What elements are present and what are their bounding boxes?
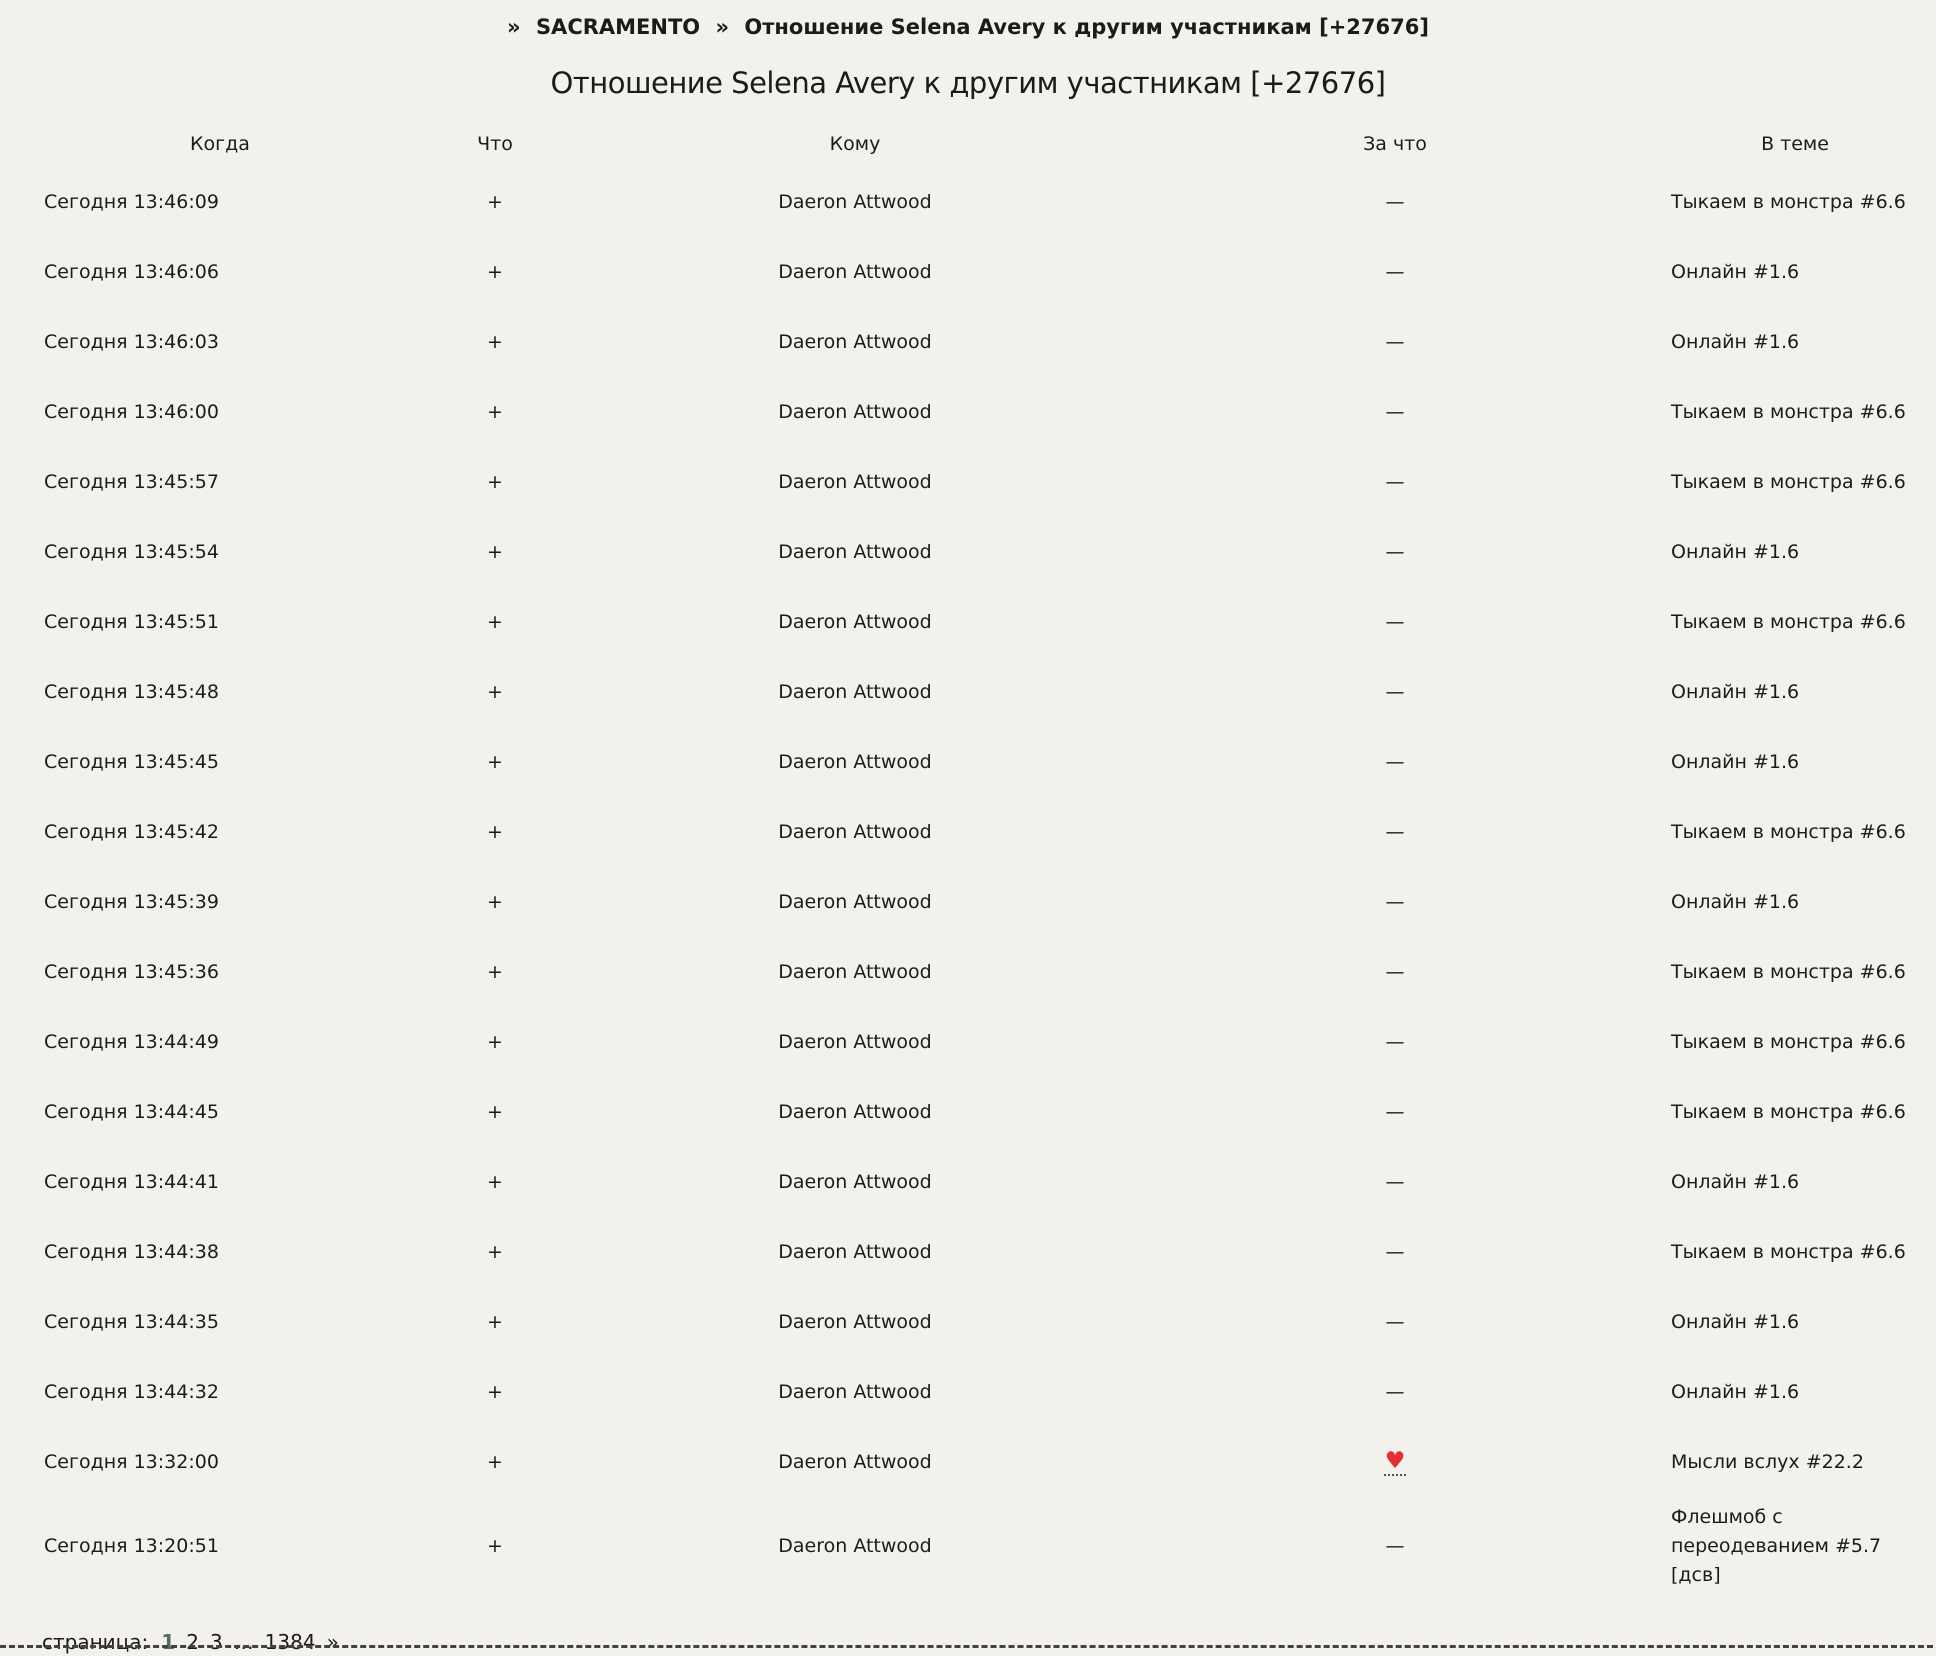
cell-topic <box>1630 167 1936 237</box>
cell-topic <box>1630 1217 1936 1287</box>
reason-value: — <box>1385 1535 1405 1557</box>
recipient-user-link[interactable]: Daeron Attwood <box>778 1100 932 1123</box>
reputation-table <box>0 120 1936 1596</box>
topic-link[interactable]: Тыкаем в монстра #6.6 <box>1671 1030 1906 1053</box>
recipient-user-link[interactable]: Daeron Attwood <box>778 960 932 983</box>
topic-link[interactable]: Онлайн #1.6 <box>1671 260 1800 283</box>
cell-topic <box>1630 867 1936 937</box>
table-row <box>0 937 1936 1007</box>
recipient-user-link[interactable]: Daeron Attwood <box>778 1240 932 1263</box>
reason-value: — <box>1385 260 1405 283</box>
reason-value: — <box>1385 1030 1405 1053</box>
page-title: Отношение Selena Avery к другим участникам [+27676] <box>550 66 1386 100</box>
recipient-user-link[interactable]: Daeron Attwood <box>778 260 932 283</box>
cell-to <box>550 657 1160 727</box>
cell-topic <box>1630 1497 1936 1596</box>
pagination-ellipsis: … <box>233 1630 254 1654</box>
cell-to <box>550 727 1160 797</box>
dashed-divider <box>0 1645 1936 1648</box>
cell-to <box>550 797 1160 867</box>
cell-reason <box>1160 307 1630 377</box>
reason-value: — <box>1385 330 1405 353</box>
pagination-page-link[interactable]: 1384 <box>264 1630 316 1654</box>
cell-topic <box>1630 307 1936 377</box>
recipient-user-link[interactable]: Daeron Attwood <box>778 330 932 353</box>
cell-when: Сегодня 13:44:41 <box>44 1170 219 1193</box>
cell-when: Сегодня 13:46:09 <box>44 190 219 213</box>
reason-value: — <box>1385 190 1405 213</box>
recipient-user-link[interactable]: Daeron Attwood <box>778 400 932 423</box>
cell-reason <box>1160 1357 1630 1427</box>
recipient-user-link[interactable]: Daeron Attwood <box>778 1535 932 1557</box>
cell-when: Сегодня 13:45:51 <box>44 610 219 633</box>
cell-when: Сегодня 13:44:45 <box>44 1100 219 1123</box>
cell-vote-plus: + <box>487 190 503 213</box>
table-row <box>0 727 1936 797</box>
cell-when: Сегодня 13:44:35 <box>44 1310 219 1333</box>
cell-topic <box>1630 377 1936 447</box>
cell-topic <box>1630 1357 1936 1427</box>
cell-to <box>550 1497 1160 1596</box>
reason-value: — <box>1385 680 1405 703</box>
pagination <box>42 1628 350 1656</box>
column-header-for: За что <box>1363 132 1427 155</box>
reason-value: — <box>1385 1240 1405 1263</box>
cell-topic <box>1630 587 1936 657</box>
table-row <box>0 1007 1936 1077</box>
reputation-table-body <box>0 167 1936 1596</box>
cell-reason <box>1160 587 1630 657</box>
cell-vote-plus: + <box>487 1030 503 1053</box>
cell-to <box>550 1217 1160 1287</box>
reason-value: — <box>1385 960 1405 983</box>
topic-link[interactable]: Онлайн #1.6 <box>1671 890 1800 913</box>
topic-link[interactable]: Тыкаем в монстра #6.6 <box>1671 610 1906 633</box>
cell-vote-plus: + <box>487 260 503 283</box>
reason-value: — <box>1385 540 1405 563</box>
pagination-page-link[interactable]: » <box>326 1630 339 1654</box>
cell-topic <box>1630 657 1936 727</box>
cell-when: Сегодня 13:45:48 <box>44 680 219 703</box>
cell-to <box>550 1287 1160 1357</box>
table-row <box>0 1357 1936 1427</box>
pagination-pages <box>186 1630 350 1654</box>
cell-topic <box>1630 517 1936 587</box>
recipient-user-link[interactable]: Daeron Attwood <box>778 1380 932 1403</box>
cell-vote-plus: + <box>487 680 503 703</box>
cell-topic <box>1630 727 1936 797</box>
cell-topic <box>1630 1427 1936 1497</box>
cell-reason <box>1160 1217 1630 1287</box>
cell-reason <box>1160 937 1630 1007</box>
breadcrumb-topic-link[interactable]: Отношение Selena Avery к другим участникам [+27676] <box>744 15 1429 39</box>
cell-to <box>550 867 1160 937</box>
reason-value: — <box>1385 820 1405 843</box>
reason-value: — <box>1385 610 1405 633</box>
table-header-row <box>0 120 1936 167</box>
table-row <box>0 587 1936 657</box>
cell-vote-plus: + <box>487 330 503 353</box>
topic-link[interactable]: Тыкаем в монстра #6.6 <box>1671 1240 1906 1263</box>
cell-topic <box>1630 937 1936 1007</box>
topic-link[interactable]: Тыкаем в монстра #6.6 <box>1671 820 1906 843</box>
reason-value: — <box>1385 1310 1405 1333</box>
reason-value: — <box>1385 750 1405 773</box>
recipient-user-link[interactable]: Daeron Attwood <box>778 680 932 703</box>
topic-link[interactable]: Флешмоб с переодеванием #5.7 [дсв] <box>1671 1506 1882 1586</box>
cell-when: Сегодня 13:44:49 <box>44 1030 219 1053</box>
cell-vote-plus: + <box>487 540 503 563</box>
cell-topic <box>1630 1007 1936 1077</box>
cell-when: Сегодня 13:46:00 <box>44 400 219 423</box>
recipient-user-link[interactable]: Daeron Attwood <box>778 1450 932 1473</box>
cell-when: Сегодня 13:44:38 <box>44 1240 219 1263</box>
topic-link[interactable]: Онлайн #1.6 <box>1671 750 1800 773</box>
reason-value: — <box>1385 1100 1405 1123</box>
topic-link[interactable]: Онлайн #1.6 <box>1671 1170 1800 1193</box>
recipient-user-link[interactable]: Daeron Attwood <box>778 610 932 633</box>
pagination-current-page: 1 <box>161 1630 176 1654</box>
cell-reason <box>1160 167 1630 237</box>
cell-to <box>550 237 1160 307</box>
cell-to <box>550 1357 1160 1427</box>
cell-when: Сегодня 13:46:06 <box>44 260 219 283</box>
cell-to <box>550 307 1160 377</box>
table-row <box>0 1217 1936 1287</box>
cell-to <box>550 937 1160 1007</box>
table-row <box>0 167 1936 237</box>
cell-reason <box>1160 1147 1630 1217</box>
cell-when: Сегодня 13:46:03 <box>44 330 219 353</box>
table-row <box>0 377 1936 447</box>
topic-link[interactable]: Онлайн #1.6 <box>1671 330 1800 353</box>
cell-when: Сегодня 13:45:42 <box>44 820 219 843</box>
cell-reason <box>1160 1007 1630 1077</box>
cell-to <box>550 1427 1160 1497</box>
cell-topic <box>1630 797 1936 867</box>
recipient-user-link[interactable]: Daeron Attwood <box>778 1310 932 1333</box>
cell-vote-plus: + <box>487 750 503 773</box>
table-row <box>0 447 1936 517</box>
cell-when: Сегодня 13:45:57 <box>44 470 219 493</box>
cell-reason <box>1160 657 1630 727</box>
cell-when: Сегодня 13:45:36 <box>44 960 219 983</box>
table-row <box>0 1287 1936 1357</box>
topic-link[interactable]: Тыкаем в монстра #6.6 <box>1671 1100 1906 1123</box>
table-row <box>0 797 1936 867</box>
recipient-user-link[interactable]: Daeron Attwood <box>778 190 932 213</box>
cell-reason <box>1160 237 1630 307</box>
topic-link[interactable]: Тыкаем в монстра #6.6 <box>1671 470 1906 493</box>
cell-when: Сегодня 13:20:51 <box>44 1535 219 1557</box>
cell-vote-plus: + <box>487 1100 503 1123</box>
table-row <box>0 1497 1936 1596</box>
reason-value: — <box>1385 1380 1405 1403</box>
cell-vote-plus: + <box>487 960 503 983</box>
topic-link[interactable]: Онлайн #1.6 <box>1671 1380 1800 1403</box>
table-row <box>0 237 1936 307</box>
cell-topic <box>1630 447 1936 517</box>
cell-when: Сегодня 13:44:32 <box>44 1380 219 1403</box>
cell-reason <box>1160 1077 1630 1147</box>
cell-reason <box>1160 867 1630 937</box>
cell-reason <box>1160 1287 1630 1357</box>
cell-vote-plus: + <box>487 820 503 843</box>
column-header-to: Кому <box>829 132 881 155</box>
reason-value: — <box>1385 400 1405 423</box>
pagination-page-link[interactable]: 2 <box>186 1630 199 1654</box>
cell-to <box>550 587 1160 657</box>
topic-link[interactable]: Мысли вслух #22.2 <box>1671 1450 1864 1473</box>
topic-link[interactable]: Онлайн #1.6 <box>1671 540 1800 563</box>
cell-reason <box>1160 377 1630 447</box>
table-row <box>0 307 1936 377</box>
table-row <box>0 867 1936 937</box>
topic-link[interactable]: Тыкаем в монстра #6.6 <box>1671 190 1906 213</box>
table-row <box>0 657 1936 727</box>
cell-vote-plus: + <box>487 1310 503 1333</box>
cell-vote-plus: + <box>487 610 503 633</box>
cell-vote-plus: + <box>487 1380 503 1403</box>
cell-to <box>550 377 1160 447</box>
recipient-user-link[interactable]: Daeron Attwood <box>778 890 932 913</box>
cell-reason <box>1160 517 1630 587</box>
cell-vote-plus: + <box>487 1450 503 1473</box>
cell-topic <box>1630 237 1936 307</box>
table-row <box>0 1427 1936 1497</box>
cell-vote-plus: + <box>487 1240 503 1263</box>
recipient-user-link[interactable]: Daeron Attwood <box>778 1030 932 1053</box>
cell-to <box>550 1007 1160 1077</box>
cell-when: Сегодня 13:45:45 <box>44 750 219 773</box>
table-row <box>0 1077 1936 1147</box>
cell-vote-plus: + <box>487 1170 503 1193</box>
cell-to <box>550 167 1160 237</box>
cell-vote-plus: + <box>487 1535 503 1557</box>
cell-vote-plus: + <box>487 890 503 913</box>
column-header-what: Что <box>477 132 513 155</box>
cell-when: Сегодня 13:32:00 <box>44 1450 219 1473</box>
reason-value: — <box>1385 890 1405 913</box>
cell-vote-plus: + <box>487 400 503 423</box>
cell-reason <box>1160 727 1630 797</box>
cell-to <box>550 1077 1160 1147</box>
red-heart-icon: ♥ <box>1384 1447 1406 1474</box>
breadcrumb-forum-link[interactable]: SACRAMENTO <box>535 15 701 39</box>
topic-link[interactable]: Онлайн #1.6 <box>1671 680 1800 703</box>
reason-value: — <box>1385 470 1405 493</box>
table-row <box>0 1147 1936 1217</box>
recipient-user-link[interactable]: Daeron Attwood <box>778 540 932 563</box>
cell-topic <box>1630 1077 1936 1147</box>
topic-link[interactable]: Тыкаем в монстра #6.6 <box>1671 400 1906 423</box>
cell-to <box>550 1147 1160 1217</box>
recipient-user-link[interactable]: Daeron Attwood <box>778 820 932 843</box>
topic-link[interactable]: Онлайн #1.6 <box>1671 1310 1800 1333</box>
pagination-label: страница: <box>42 1630 149 1654</box>
cell-reason <box>1160 447 1630 517</box>
cell-when: Сегодня 13:45:54 <box>44 540 219 563</box>
column-header-topic: В теме <box>1761 132 1829 155</box>
recipient-user-link[interactable]: Daeron Attwood <box>778 1170 932 1193</box>
recipient-user-link[interactable]: Daeron Attwood <box>778 470 932 493</box>
cell-reason <box>1160 1497 1630 1596</box>
cell-reason <box>1160 1427 1630 1497</box>
recipient-user-link[interactable]: Daeron Attwood <box>778 750 932 773</box>
table-row <box>0 517 1936 587</box>
breadcrumb-separator: » <box>715 15 730 39</box>
cell-to <box>550 517 1160 587</box>
cell-reason <box>1160 797 1630 867</box>
breadcrumb <box>0 12 1936 42</box>
cell-vote-plus: + <box>487 470 503 493</box>
breadcrumb-separator: » <box>507 15 521 39</box>
cell-to <box>550 447 1160 517</box>
cell-topic <box>1630 1147 1936 1217</box>
column-header-when: Когда <box>190 132 250 155</box>
reason-value: — <box>1385 1170 1405 1193</box>
topic-link[interactable]: Тыкаем в монстра #6.6 <box>1671 960 1906 983</box>
cell-when: Сегодня 13:45:39 <box>44 890 219 913</box>
cell-topic <box>1630 1287 1936 1357</box>
pagination-page-link[interactable]: 3 <box>209 1630 223 1654</box>
